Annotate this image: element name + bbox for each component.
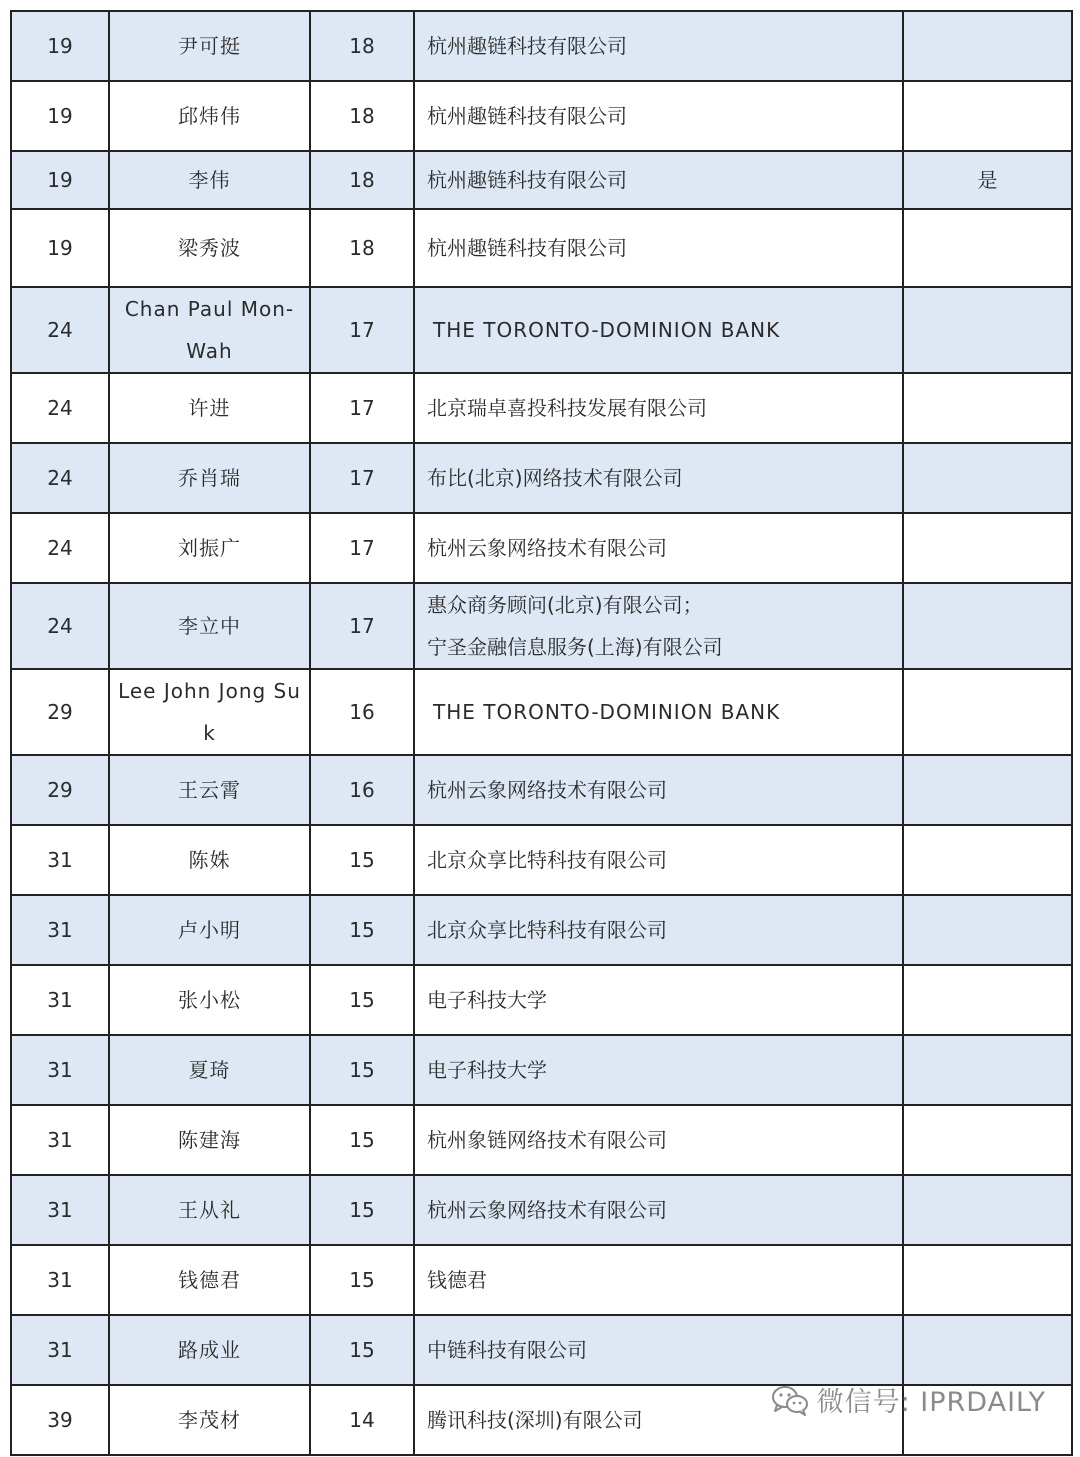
company-cell — [414, 1315, 903, 1385]
patent-count-cell: 15 — [310, 1175, 414, 1245]
company-cell — [414, 151, 903, 209]
company-line: 电子科技大学 — [427, 988, 547, 1012]
inventor-name-cell: 王云霄 — [109, 755, 310, 825]
patent-count-cell: 18 — [310, 81, 414, 151]
patent-count-cell: 18 — [310, 209, 414, 287]
rank-cell: 31 — [11, 965, 109, 1035]
patent-count-cell: 16 — [310, 669, 414, 755]
rank-cell: 31 — [11, 895, 109, 965]
inventor-name-cell: 夏琦 — [109, 1035, 310, 1105]
patent-count-cell: 18 — [310, 11, 414, 81]
inventor-name-cell: 路成业 — [109, 1315, 310, 1385]
inventor-name-cell: 刘振广 — [109, 513, 310, 583]
note-cell — [903, 1175, 1072, 1245]
company-cell — [414, 11, 903, 81]
company-line: 杭州趣链科技有限公司 — [427, 104, 627, 128]
company-line: 布比(北京)网络技术有限公司 — [427, 466, 683, 490]
patent-count-cell: 15 — [310, 1035, 414, 1105]
rank-cell: 24 — [11, 443, 109, 513]
table-row — [11, 825, 1072, 895]
note-cell — [903, 11, 1072, 81]
inventor-name-cell: 尹可挺 — [109, 11, 310, 81]
inventor-name-cell: 许进 — [109, 373, 310, 443]
company-cell — [414, 209, 903, 287]
company-cell — [414, 513, 903, 583]
rank-cell: 29 — [11, 669, 109, 755]
company-line: 宁圣金融信息服务(上海)有限公司 — [427, 635, 723, 659]
table-row — [11, 669, 1072, 755]
table-row — [11, 11, 1072, 81]
company-line: 杭州趣链科技有限公司 — [427, 34, 627, 58]
inventor-name-cell: 乔肖瑞 — [109, 443, 310, 513]
company-cell — [414, 443, 903, 513]
note-cell — [903, 1245, 1072, 1315]
patent-count-cell: 15 — [310, 1105, 414, 1175]
company-line: 杭州云象网络技术有限公司 — [427, 536, 667, 560]
company-line: 杭州趣链科技有限公司 — [427, 168, 627, 192]
patent-count-cell: 15 — [310, 965, 414, 1035]
company-cell — [414, 895, 903, 965]
inventor-name-cell: 张小松 — [109, 965, 310, 1035]
table-row — [11, 513, 1072, 583]
wechat-icon — [771, 1384, 809, 1416]
table-row — [11, 81, 1072, 151]
company-cell — [414, 1035, 903, 1105]
company-cell — [414, 81, 903, 151]
rank-cell: 24 — [11, 373, 109, 443]
inventor-name-cell: 梁秀波 — [109, 209, 310, 287]
rank-cell: 19 — [11, 151, 109, 209]
note-cell — [903, 965, 1072, 1035]
inventor-name-cell: 钱德君 — [109, 1245, 310, 1315]
note-cell: 是 — [903, 151, 1072, 209]
watermark — [771, 1380, 1046, 1419]
table-row — [11, 895, 1072, 965]
table-row — [11, 965, 1072, 1035]
rank-cell: 19 — [11, 81, 109, 151]
company-cell — [414, 583, 903, 669]
company-line: THE TORONTO-DOMINION BANK — [433, 318, 781, 342]
company-line: 杭州云象网络技术有限公司 — [427, 778, 667, 802]
table-row — [11, 287, 1072, 373]
inventor-name-cell: Lee John Jong Suk — [109, 669, 310, 755]
company-cell — [414, 965, 903, 1035]
inventor-name-cell: 陈建海 — [109, 1105, 310, 1175]
company-line: 北京瑞卓喜投科技发展有限公司 — [427, 396, 707, 420]
patent-count-cell: 15 — [310, 1315, 414, 1385]
company-line: 腾讯科技(深圳)有限公司 — [427, 1408, 643, 1432]
note-cell — [903, 443, 1072, 513]
note-cell — [903, 669, 1072, 755]
rank-cell: 19 — [11, 209, 109, 287]
rank-cell: 29 — [11, 755, 109, 825]
company-cell — [414, 669, 903, 755]
table-row — [11, 1175, 1072, 1245]
rank-cell: 39 — [11, 1385, 109, 1455]
company-line: 北京众享比特科技有限公司 — [427, 848, 667, 872]
company-cell — [414, 1245, 903, 1315]
rank-cell: 19 — [11, 11, 109, 81]
rank-cell: 31 — [11, 1035, 109, 1105]
note-cell — [903, 1315, 1072, 1385]
rank-cell: 31 — [11, 1245, 109, 1315]
note-cell — [903, 583, 1072, 669]
table-row — [11, 1245, 1072, 1315]
table-row — [11, 1105, 1072, 1175]
company-cell — [414, 373, 903, 443]
inventor-name-cell: 李茂材 — [109, 1385, 310, 1455]
company-line: 钱德君 — [427, 1268, 487, 1292]
company-line: 杭州云象网络技术有限公司 — [427, 1198, 667, 1222]
rank-cell: 24 — [11, 513, 109, 583]
note-cell — [903, 1105, 1072, 1175]
company-cell — [414, 825, 903, 895]
patent-count-cell: 15 — [310, 1245, 414, 1315]
company-line: 杭州象链网络技术有限公司 — [427, 1128, 667, 1152]
company-line: THE TORONTO-DOMINION BANK — [433, 700, 781, 724]
table-row — [11, 1315, 1072, 1385]
company-cell — [414, 287, 903, 373]
note-cell — [903, 513, 1072, 583]
note-cell — [903, 209, 1072, 287]
inventor-name-cell: 卢小明 — [109, 895, 310, 965]
company-cell — [414, 1105, 903, 1175]
note-cell — [903, 287, 1072, 373]
rank-cell: 24 — [11, 287, 109, 373]
inventor-name-cell: 邱炜伟 — [109, 81, 310, 151]
company-line: 惠众商务顾问(北京)有限公司； — [427, 593, 703, 617]
patent-count-cell: 14 — [310, 1385, 414, 1455]
inventor-name-cell: 陈姝 — [109, 825, 310, 895]
company-cell — [414, 755, 903, 825]
table-row — [11, 755, 1072, 825]
table-row — [11, 443, 1072, 513]
patent-count-cell: 17 — [310, 287, 414, 373]
inventor-name-cell: Chan Paul Mon-Wah — [109, 287, 310, 373]
data-table-container — [10, 10, 1071, 1456]
table-row — [11, 151, 1072, 209]
note-cell — [903, 755, 1072, 825]
watermark-text: 微信号: IPRDAILY — [816, 1387, 1046, 1418]
company-line: 北京众享比特科技有限公司 — [427, 918, 667, 942]
inventor-name-cell: 李立中 — [109, 583, 310, 669]
table-body — [11, 11, 1072, 1455]
rank-cell: 31 — [11, 1175, 109, 1245]
rank-cell: 24 — [11, 583, 109, 669]
note-cell — [903, 373, 1072, 443]
patent-count-cell: 15 — [310, 825, 414, 895]
inventor-ranking-table — [10, 10, 1073, 1456]
inventor-name-cell: 李伟 — [109, 151, 310, 209]
patent-count-cell: 18 — [310, 151, 414, 209]
table-row — [11, 373, 1072, 443]
table-row — [11, 583, 1072, 669]
note-cell — [903, 895, 1072, 965]
note-cell — [903, 81, 1072, 151]
company-line: 杭州趣链科技有限公司 — [427, 236, 627, 260]
patent-count-cell: 16 — [310, 755, 414, 825]
inventor-name-cell: 王从礼 — [109, 1175, 310, 1245]
patent-count-cell: 17 — [310, 583, 414, 669]
patent-count-cell: 17 — [310, 513, 414, 583]
table-row — [11, 209, 1072, 287]
patent-count-cell: 15 — [310, 895, 414, 965]
patent-count-cell: 17 — [310, 443, 414, 513]
company-line: 电子科技大学 — [427, 1058, 547, 1082]
note-cell — [903, 825, 1072, 895]
rank-cell: 31 — [11, 1105, 109, 1175]
patent-count-cell: 17 — [310, 373, 414, 443]
company-line: 中链科技有限公司 — [427, 1338, 587, 1362]
note-cell — [903, 1035, 1072, 1105]
rank-cell: 31 — [11, 1315, 109, 1385]
table-row — [11, 1035, 1072, 1105]
rank-cell: 31 — [11, 825, 109, 895]
company-cell — [414, 1175, 903, 1245]
